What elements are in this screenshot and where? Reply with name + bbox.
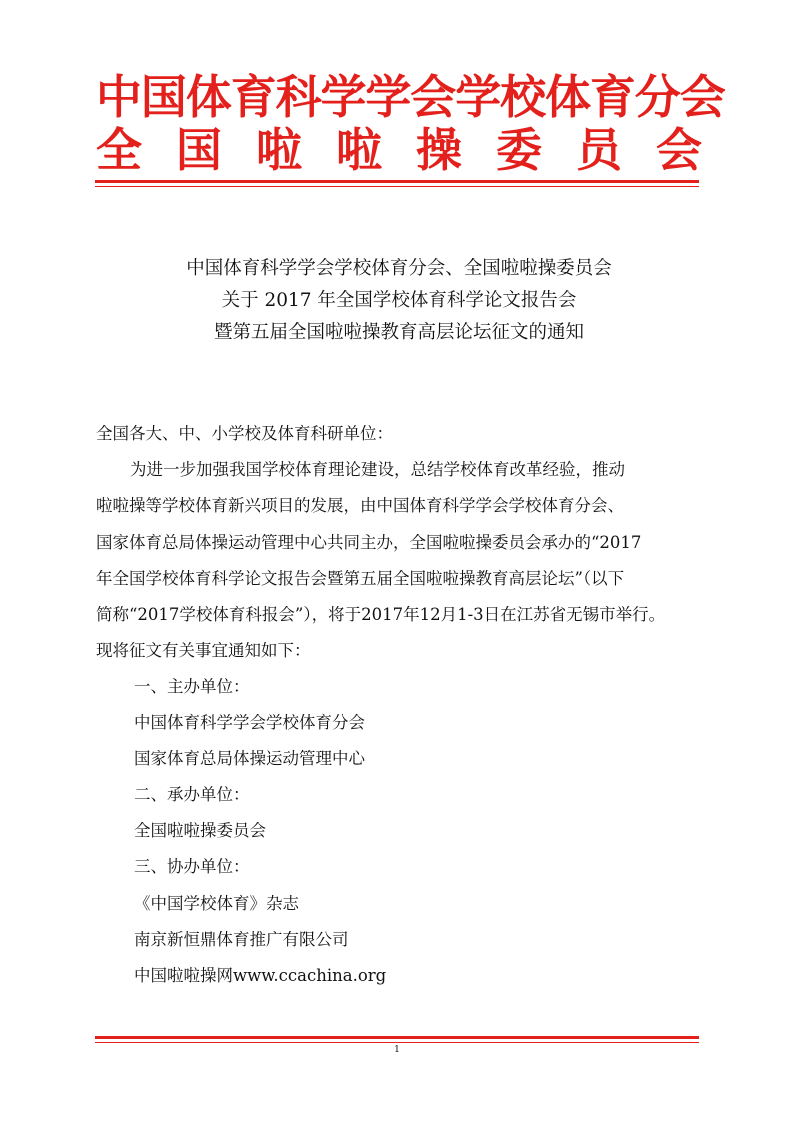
co-organizer-item: 中国啦啦操网www.ccachina.org [134, 966, 387, 985]
section-heading-co-organizers: 三、协办单位： [134, 857, 250, 876]
letterhead-char: 国 [176, 123, 222, 177]
salutation: 全国各大、中、小学校及体育科研单位： [96, 424, 393, 443]
letterhead-committee-name [96, 123, 702, 177]
host-item: 全国啦啦操委员会 [134, 821, 266, 840]
document-title-line-2: 关于 2017 年全国学校体育科学论文报告会 [221, 290, 577, 311]
paragraph-line: 现将征文有关事宜通知如下： [96, 641, 311, 660]
letterhead-divider-thin [95, 186, 699, 187]
letterhead-char: 啦 [256, 123, 302, 177]
paragraph-line: 啦啦操等学校体育新兴项目的发展，由中国体育科学学会学校体育分会、 [96, 496, 624, 515]
co-organizer-item: 南京新恒鼎体育推广有限公司 [134, 930, 349, 949]
organizer-item: 国家体育总局体操运动管理中心 [134, 749, 365, 768]
letterhead-org-name: 中国体育科学学会学校体育分会 [96, 70, 725, 124]
section-heading-organizers: 一、主办单位： [134, 677, 250, 696]
co-organizer-item: 《中国学校体育》杂志 [134, 894, 299, 913]
organizer-item: 中国体育科学学会学校体育分会 [134, 713, 365, 732]
page-number: 1 [394, 1045, 400, 1055]
paragraph-line: 简称“2017学校体育科报会”），将于2017年12月1-3日在江苏省无锡市举行。 [96, 605, 666, 624]
letterhead-char: 操 [416, 123, 462, 177]
letterhead-char: 委 [496, 123, 542, 177]
section-heading-hosts: 二、承办单位： [134, 785, 250, 804]
footer-divider-thick [95, 1036, 699, 1039]
footer-divider-thin [95, 1042, 699, 1043]
letterhead-char: 啦 [336, 123, 382, 177]
letterhead-char: 全 [96, 123, 142, 177]
paragraph-line: 为进一步加强我国学校体育理论建设，总结学校体育改革经验，推动 [130, 460, 625, 479]
letterhead-char: 员 [576, 123, 622, 177]
paragraph-line: 国家体育总局体操运动管理中心共同主办，全国啦啦操委员会承办的“2017 [96, 533, 642, 552]
letterhead-divider-thick [95, 180, 699, 183]
letterhead-char: 会 [656, 123, 702, 177]
document-title-line-1: 中国体育科学学会学校体育分会、全国啦啦操委员会 [186, 258, 612, 279]
paragraph-line: 年全国学校体育科学论文报告会暨第五届全国啦啦操教育高层论坛”（以下 [96, 569, 625, 588]
document-title-line-3: 暨第五届全国啦啦操教育高层论坛征文的通知 [213, 322, 584, 343]
